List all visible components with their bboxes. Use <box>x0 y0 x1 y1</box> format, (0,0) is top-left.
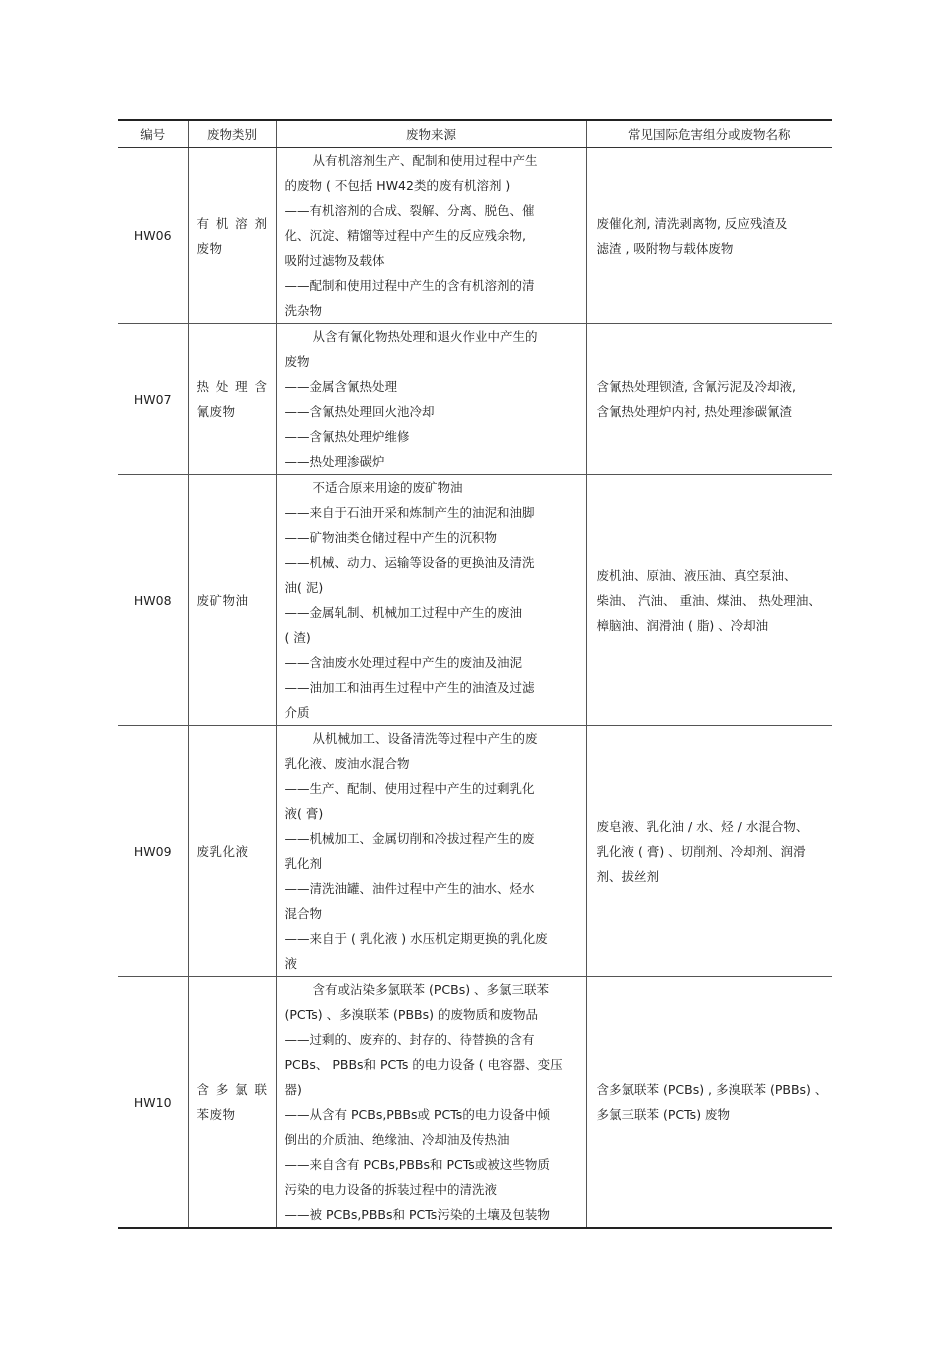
table-body <box>118 148 832 1229</box>
common-components <box>586 977 832 1229</box>
common-line: 含多氯联苯 (PCBs) , 多溴联苯 (PBBs) 、 <box>596 1082 828 1097</box>
source-line: ——来自含有 PCBs,PBBs和 PCTs或被这些物质 <box>284 1157 550 1172</box>
waste-category <box>188 148 276 324</box>
source-line: 的废物 ( 不包括 HW42类的废有机溶剂 ) <box>284 178 511 193</box>
common-line: 柴油、 汽油、 重油、煤油、 热处理油、 <box>596 592 821 608</box>
source-line: 油( 泥) <box>284 580 324 595</box>
header-category: 废物类别 <box>188 120 276 148</box>
source-line: 器) <box>284 1082 302 1097</box>
waste-code: HW09 <box>118 726 188 977</box>
source-line: 化、沉淀、精馏等过程中产生的反应残余物, <box>284 228 526 243</box>
waste-category <box>188 726 276 977</box>
header-common: 常见国际危害组分或废物名称 <box>586 120 832 148</box>
waste-category-text: 含 多 氯 联 苯废物 <box>196 1082 268 1122</box>
common-line: 废皂液、乳化油 / 水、烃 / 水混合物、 <box>596 818 809 834</box>
source-line: 从机械加工、设备清洗等过程中产生的废 <box>312 731 538 746</box>
source-line: ——过剩的、废弃的、封存的、待替换的含有 <box>284 1032 535 1047</box>
source-line: ——来自于 ( 乳化液 ) 水压机定期更换的乳化废 <box>284 931 548 946</box>
waste-code: HW08 <box>118 475 188 726</box>
waste-category-text: 有 机 溶 剂 废物 <box>196 215 268 256</box>
common-line: 滤渣 , 吸附物与载体废物 <box>596 240 734 256</box>
common-components <box>586 148 832 324</box>
source-line: ——含氰热处理炉维修 <box>284 429 410 444</box>
source-line: ——配制和使用过程中产生的含有机溶剂的清 <box>284 278 535 293</box>
source-line: ——金属含氰热处理 <box>284 379 398 394</box>
source-line: 介质 <box>284 705 310 720</box>
waste-category <box>188 475 276 726</box>
table-row <box>118 475 832 726</box>
source-line: ——热处理渗碳炉 <box>284 454 385 469</box>
waste-source <box>276 977 586 1229</box>
source-line: 液 <box>284 956 298 971</box>
common-line: 樟脑油、润滑油 ( 脂) 、冷却油 <box>596 617 769 633</box>
common-line: 废催化剂, 清洗剥离物, 反应残渣及 <box>596 215 788 231</box>
source-line: ——清洗油罐、油件过程中产生的油水、烃水 <box>284 881 535 896</box>
source-line: ——含氰热处理回火池冷却 <box>284 404 435 419</box>
source-line: 吸附过滤物及载体 <box>284 253 385 268</box>
hazardous-waste-table <box>118 119 832 1229</box>
waste-source <box>276 475 586 726</box>
header-row <box>118 120 832 148</box>
source-line: 乳化液、废油水混合物 <box>284 756 410 771</box>
common-line: 剂、拔丝剂 <box>596 868 660 884</box>
common-components <box>586 475 832 726</box>
source-line: 混合物 <box>284 906 323 921</box>
source-line: ——机械、动力、运输等设备的更换油及清洗 <box>284 555 535 570</box>
waste-category <box>188 324 276 475</box>
table-row <box>118 726 832 977</box>
source-line: 乳化剂 <box>284 856 323 871</box>
source-line: ——被 PCBs,PBBs和 PCTs污染的土壤及包装物 <box>284 1207 550 1222</box>
common-line: 废机油、原油、液压油、真空泵油、 <box>596 567 797 583</box>
waste-source <box>276 148 586 324</box>
common-line: 多氯三联苯 (PCTs) 废物 <box>596 1107 731 1122</box>
source-line: 倒出的介质油、绝缘油、冷却油及传热油 <box>284 1132 510 1147</box>
source-line: ——含油废水处理过程中产生的废油及油泥 <box>284 655 523 670</box>
common-line: 含氰热处理钡渣, 含氰污泥及冷却液, <box>596 379 796 394</box>
common-line: 乳化液 ( 膏) 、切削剂、冷却剂、润滑 <box>596 843 806 859</box>
source-line: ——生产、配制、使用过程中产生的过剩乳化 <box>284 781 535 796</box>
source-line: 从含有氰化物热处理和退火作业中产生的 <box>312 329 538 344</box>
waste-category-text: 热 处 理 含 氰废物 <box>196 379 268 419</box>
source-line: ——油加工和油再生过程中产生的油渣及过滤 <box>284 680 535 695</box>
table-header <box>118 120 832 148</box>
common-components <box>586 726 832 977</box>
source-line: 不适合原来用途的废矿物油 <box>312 480 463 495</box>
waste-code: HW06 <box>118 148 188 324</box>
table-row <box>118 324 832 475</box>
source-line: ——金属轧制、机械加工过程中产生的废油 <box>284 605 523 620</box>
waste-code: HW10 <box>118 977 188 1229</box>
source-line: PCBs、 PBBs和 PCTs 的电力设备 ( 电容器、变压 <box>284 1057 563 1072</box>
waste-category <box>188 977 276 1229</box>
waste-source <box>276 324 586 475</box>
waste-code: HW07 <box>118 324 188 475</box>
table-row <box>118 148 832 324</box>
source-line: ——矿物油类仓储过程中产生的沉积物 <box>284 530 498 545</box>
source-line: 从有机溶剂生产、配制和使用过程中产生 <box>312 153 538 168</box>
source-line: ( 渣) <box>284 630 311 645</box>
common-line: 含氰热处理炉内衬, 热处理渗碳氰渣 <box>596 404 792 419</box>
table-row <box>118 977 832 1229</box>
source-line: 含有或沾染多氯联苯 (PCBs) 、多氯三联苯 <box>312 982 550 997</box>
source-line: 洗杂物 <box>284 303 323 318</box>
waste-source <box>276 726 586 977</box>
source-line: ——从含有 PCBs,PBBs或 PCTs的电力设备中倾 <box>284 1107 550 1122</box>
source-line: (PCTs) 、多溴联苯 (PBBs) 的废物质和废物品 <box>284 1007 538 1022</box>
header-source: 废物来源 <box>276 120 586 148</box>
source-line: ——机械加工、金属切削和冷拔过程产生的废 <box>284 831 535 846</box>
source-line: 废物 <box>284 354 310 369</box>
waste-category-text: 废矿物油 <box>196 592 249 608</box>
source-line: 污染的电力设备的拆装过程中的清洗液 <box>284 1182 498 1197</box>
waste-category-text: 废乳化液 <box>196 843 249 859</box>
source-line: ——有机溶剂的合成、裂解、分离、脱色、催 <box>284 203 535 218</box>
source-line: ——来自于石油开采和炼制产生的油泥和油脚 <box>284 505 535 520</box>
common-components <box>586 324 832 475</box>
header-code: 编号 <box>118 120 188 148</box>
source-line: 液( 膏) <box>284 806 324 821</box>
